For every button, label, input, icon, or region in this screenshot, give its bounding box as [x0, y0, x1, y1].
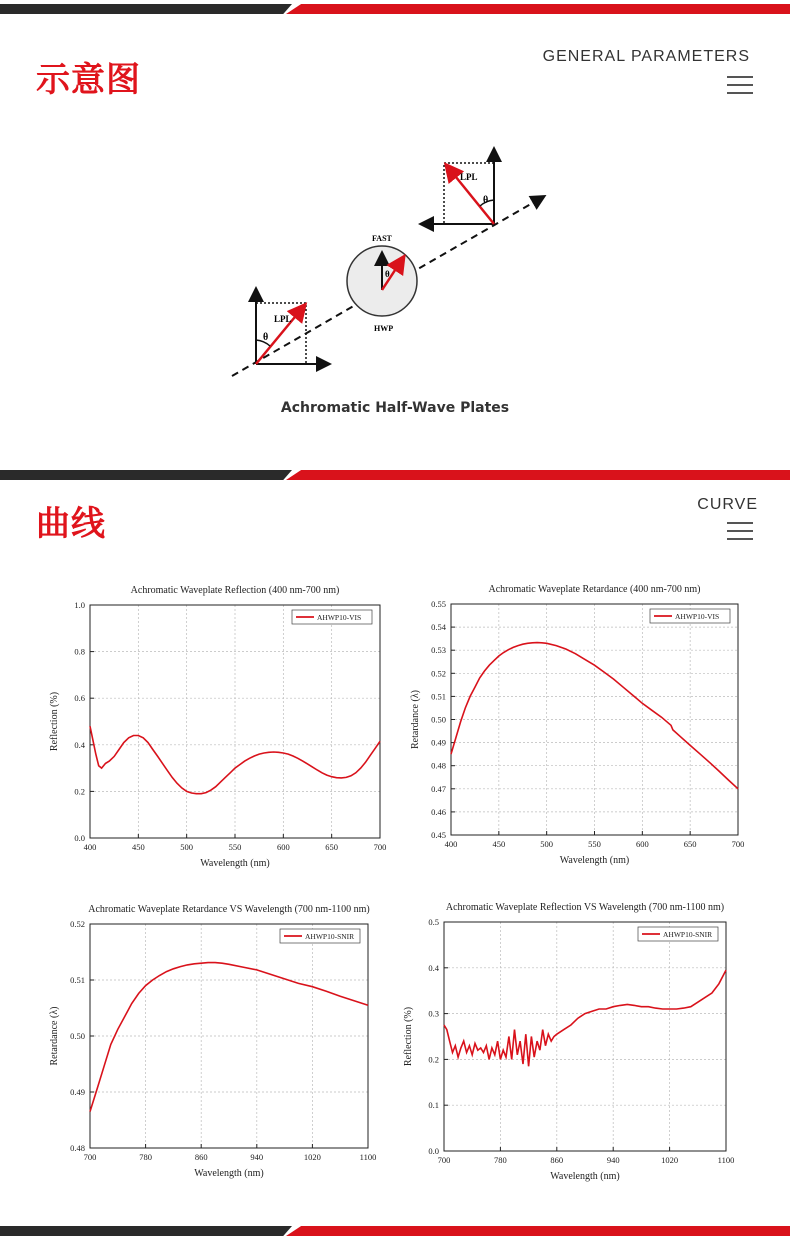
- y-axis-label: Retardance (λ): [49, 1006, 60, 1066]
- legend-label: AHWP10-SNIR: [663, 930, 713, 939]
- x-tick-label: 700: [373, 842, 387, 852]
- x-tick-label: 600: [635, 839, 649, 849]
- middle-divider: [0, 470, 790, 480]
- x-tick-label: 650: [683, 839, 697, 849]
- y-tick-label: 0.50: [70, 1031, 85, 1041]
- x-tick-label: 400: [83, 842, 97, 852]
- series-line: [444, 970, 726, 1066]
- y-tick-label: 0.4: [428, 962, 439, 973]
- hwp-label: HWP: [374, 324, 394, 333]
- y-tick-label: 0.51: [70, 975, 85, 985]
- chart-reflection-vis: [40, 576, 395, 876]
- y-tick-label: 0.8: [74, 646, 85, 657]
- x-tick-label: 1100: [717, 1155, 735, 1165]
- y-tick-label: 0.54: [431, 622, 446, 633]
- y-tick-label: 0.51: [431, 691, 446, 702]
- chart-title: Achromatic Waveplate Retardance (400 nm-700 nm): [488, 584, 701, 595]
- x-tick-label: 450: [492, 839, 506, 849]
- theta-label-plate: θ: [385, 269, 390, 279]
- y-tick-label: 0.5: [428, 917, 439, 927]
- y-tick-label: 0.48: [431, 760, 446, 771]
- x-tick-label: 780: [494, 1155, 507, 1165]
- y-tick-label: 0.52: [431, 668, 446, 679]
- x-tick-label: 1020: [303, 1152, 321, 1162]
- x-tick-label: 450: [131, 842, 145, 852]
- y-tick-label: 0.52: [70, 919, 85, 929]
- legend-label: AHWP10-SNIR: [305, 932, 355, 941]
- chart-title: Achromatic Waveplate Reflection (400 nm-700 nm): [130, 585, 340, 596]
- lpl-label-out: LPL: [460, 172, 478, 182]
- y-axis-label: Retardance (λ): [410, 690, 421, 749]
- y-tick-label: 0.6: [74, 693, 85, 704]
- x-tick-label: 500: [540, 839, 554, 849]
- x-tick-label: 940: [250, 1152, 264, 1162]
- y-tick-label: 0.47: [431, 783, 446, 794]
- y-tick-label: 0.50: [431, 714, 446, 725]
- x-tick-label: 940: [606, 1155, 620, 1165]
- chart-retardance-snir: [40, 900, 390, 1190]
- y-tick-label: 0.3: [428, 1008, 439, 1019]
- y-tick-label: 0.2: [428, 1054, 439, 1065]
- x-tick-label: 700: [437, 1155, 451, 1165]
- top-divider: [0, 4, 790, 14]
- legend-label: AHWP10-VIS: [675, 612, 720, 621]
- menu-icon-2[interactable]: [727, 522, 753, 542]
- series-line: [90, 963, 368, 1112]
- plot-frame: [444, 922, 726, 1151]
- x-tick-label: 1020: [661, 1155, 679, 1165]
- section2-title-cn: 曲线: [36, 504, 106, 544]
- x-tick-label: 700: [83, 1152, 97, 1162]
- fast-label: FAST: [372, 234, 392, 243]
- y-tick-label: 1.0: [74, 600, 85, 610]
- x-tick-label: 600: [276, 842, 290, 852]
- y-tick-label: 0.55: [431, 599, 446, 609]
- chart-retardance-vis: [400, 576, 750, 876]
- x-axis-label: Wavelength (nm): [559, 855, 630, 866]
- x-tick-label: 700: [731, 839, 745, 849]
- section2-title-en: CURVE: [697, 496, 758, 513]
- y-tick-label: 0.53: [431, 645, 446, 656]
- x-tick-label: 500: [180, 842, 194, 852]
- chart-title: Achromatic Waveplate Retardance VS Wavelength (700 nm-1100 nm): [88, 904, 370, 915]
- menu-icon[interactable]: [727, 76, 753, 96]
- x-tick-label: 650: [325, 842, 339, 852]
- x-axis-label: Wavelength (nm): [200, 858, 270, 869]
- y-tick-label: 0.0: [428, 1146, 439, 1156]
- section-title-cn: 示意图: [36, 60, 141, 100]
- chart-reflection-snir: [400, 900, 750, 1190]
- half-wave-plate-diagram: [0, 140, 790, 400]
- y-tick-label: 0.1: [428, 1100, 439, 1111]
- series-line: [90, 726, 380, 794]
- x-axis-label: Wavelength (nm): [550, 1171, 620, 1182]
- chart-title: Achromatic Waveplate Reflection VS Wavelength (700 nm-1100 nm): [445, 902, 725, 913]
- y-tick-label: 0.2: [74, 786, 85, 797]
- series-line: [451, 643, 738, 789]
- x-tick-label: 550: [228, 842, 242, 852]
- x-tick-label: 1100: [359, 1152, 377, 1162]
- x-tick-label: 400: [444, 839, 458, 849]
- y-tick-label: 0.46: [431, 806, 446, 817]
- x-axis-label: Wavelength (nm): [194, 1168, 264, 1179]
- legend-label: AHWP10-VIS: [317, 613, 362, 622]
- x-tick-label: 550: [588, 839, 601, 849]
- y-tick-label: 0.4: [74, 739, 85, 750]
- theta-label-out: θ: [483, 195, 489, 206]
- y-tick-label: 0.49: [70, 1087, 85, 1097]
- diagram-caption: Achromatic Half-Wave Plates: [280, 400, 510, 416]
- y-axis-label: Reflection (%): [49, 691, 60, 752]
- x-tick-label: 860: [194, 1152, 208, 1162]
- y-tick-label: 0.48: [70, 1143, 85, 1153]
- y-tick-label: 0.0: [74, 833, 85, 843]
- y-axis-label: Reflection (%): [403, 1006, 414, 1067]
- lpl-label-in: LPL: [274, 314, 292, 324]
- y-tick-label: 0.45: [431, 830, 446, 840]
- section-title-en: GENERAL PARAMETERS: [542, 48, 750, 65]
- bottom-divider: [0, 1226, 790, 1236]
- x-tick-label: 780: [139, 1152, 152, 1162]
- theta-label-in: θ: [263, 332, 269, 343]
- x-tick-label: 860: [550, 1155, 564, 1165]
- y-tick-label: 0.49: [431, 737, 446, 748]
